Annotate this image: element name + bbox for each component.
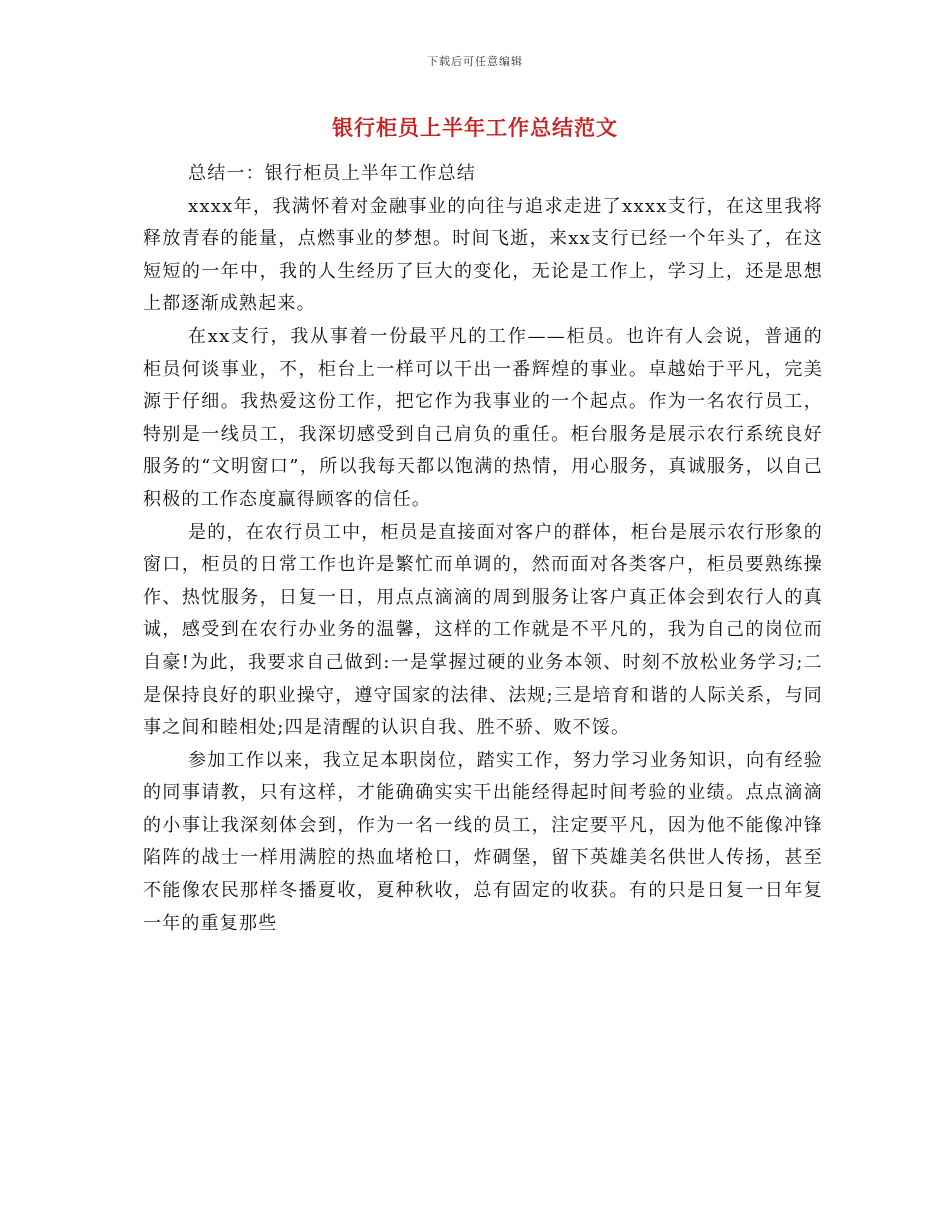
header-note: 下载后可任意编辑 [427, 55, 523, 68]
document-body [143, 158, 823, 940]
paragraph-1: xxxx年，我满怀着对金融事业的向往与追求走进了xxxx支行，在这里我将释放青春的能量，点燃事业的梦想。时间飞逝，来xx支行已经一个年头了，在这短短的一年中，我的人生经历了巨大的变化，无论是工作上，学习上，还是思想上都逐渐成熟起来。 [143, 195, 823, 315]
paragraph-4: 参加工作以来，我立足本职岗位，踏实工作，努力学习业务知识，向有经验的同事请教，只有这样，才能确确实实干出能经得起时间考验的业绩。点点滴滴的小事让我深刻体会到，作为一名一线的员工，注定要平凡，因为他不能像冲锋陷阵的战士一样用满腔的热血堵枪口，炸碉堡，留下英雄美名供世人传扬，甚至不能像农民那样冬播夏收，夏种秋收，总有固定的收获。有的只是日复一日年复一年的重复那些 [143, 749, 823, 934]
paragraph-3: 是的，在农行员工中，柜员是直接面对客户的群体，柜台是展示农行形象的窗口，柜员的日常工作也许是繁忙而单调的，然而面对各类客户，柜员要熟练操作、热忱服务，日复一日，用点点滴滴的周到服务让客户真正体会到农行人的真诚，感受到在农行办业务的温馨，这样的工作就是不平凡的，我为自己的岗位而自豪!为此，我要求自己做到:一是掌握过硬的业务本领、时刻不放松业务学习;二是保持良好的职业操守，遵守国家的法律、法规;三是培育和谐的人际关系，与同事之间和睦相处;四是清醒的认识自我、胜不骄、败不馁。 [143, 521, 823, 739]
section-heading: 总结一：银行柜员上半年工作总结 [188, 163, 476, 184]
paragraph-2: 在xx支行，我从事着一份最平凡的工作——柜员。也许有人会说，普通的柜员何谈事业，不，柜台上一样可以干出一番辉煌的事业。卓越始于平凡，完美源于仔细。我热爱这份工作，把它作为我事业的一个起点。作为一名农行员工，特别是一线员工，我深切感受到自己肩负的重任。柜台服务是展示农行系统良好服务的“文明窗口”，所以我每天都以饱满的热情，用心服务，真诚服务，以自己积极的工作态度赢得顾客的信任。 [143, 325, 823, 510]
document-title: 银行柜员上半年工作总结范文 [332, 115, 618, 140]
